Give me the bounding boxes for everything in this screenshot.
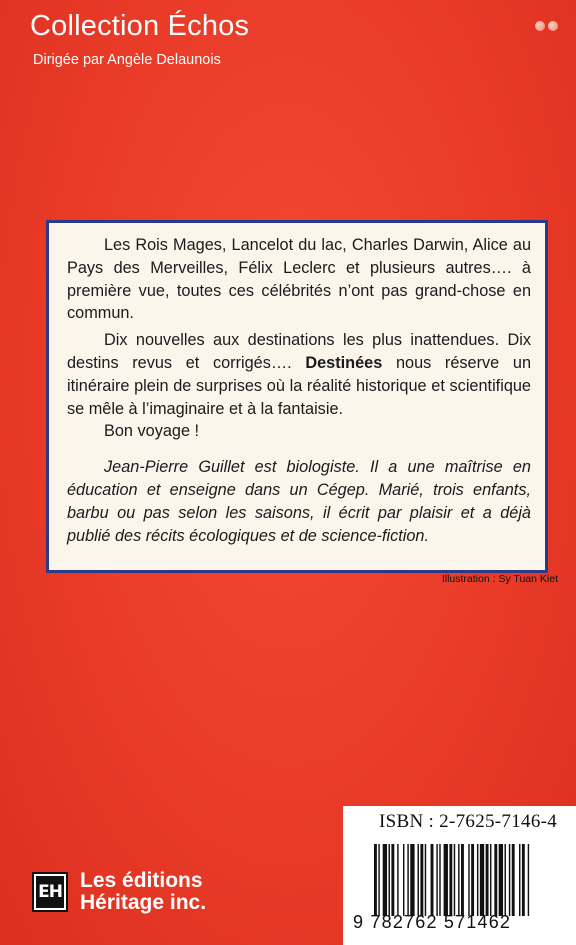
isbn-text: ISBN : 2-7625-7146-4	[379, 811, 558, 832]
series-title: Collection Échos	[30, 10, 250, 42]
publisher-name	[80, 870, 206, 914]
series-editor: Dirigée par Angèle Delaunois	[33, 52, 221, 68]
barcode-image	[374, 844, 570, 916]
publisher-logo: EH	[32, 872, 68, 912]
barcode-panel	[343, 806, 576, 945]
decorative-dots	[532, 18, 558, 36]
publisher-line-2: Héritage inc.	[80, 891, 207, 914]
book-title: Destinées	[305, 353, 383, 372]
blurb-paragraph-3: Bon voyage !	[104, 422, 200, 441]
author-bio: Jean-Pierre Guillet est biologiste. Il a une maîtrise en éducation et enseigne dans un Cégep. Marié, trois enfants, barbu ou pas selon les saisons, il écrit par plaisir et a déjà publié des récits écologiques et de science-fiction.	[67, 458, 531, 545]
illustration-credit: Illustration : Sy Tuan Kiet	[441, 573, 558, 585]
barcode-number: 9 782762 571462	[353, 912, 512, 932]
blurb-box	[46, 220, 548, 573]
publisher-line-1: Les éditions	[80, 869, 203, 892]
blurb-paragraph-2: Dix nouvelles aux destinations les plus inattendues. Dix destins revus et corrigés…. Destinées nous réserve un itinéraire plein de surprises où la réalité historique et scientifique se mêle à l’imaginaire et à la fantaisie.	[67, 331, 531, 418]
blurb-paragraph-1: Les Rois Mages, Lancelot du lac, Charles Darwin, Alice au Pays des Merveilles, Félix Leclerc et plusieurs autres…. à première vue, toutes ces célébrités n’ont pas grand-chose en commun.	[67, 236, 531, 323]
